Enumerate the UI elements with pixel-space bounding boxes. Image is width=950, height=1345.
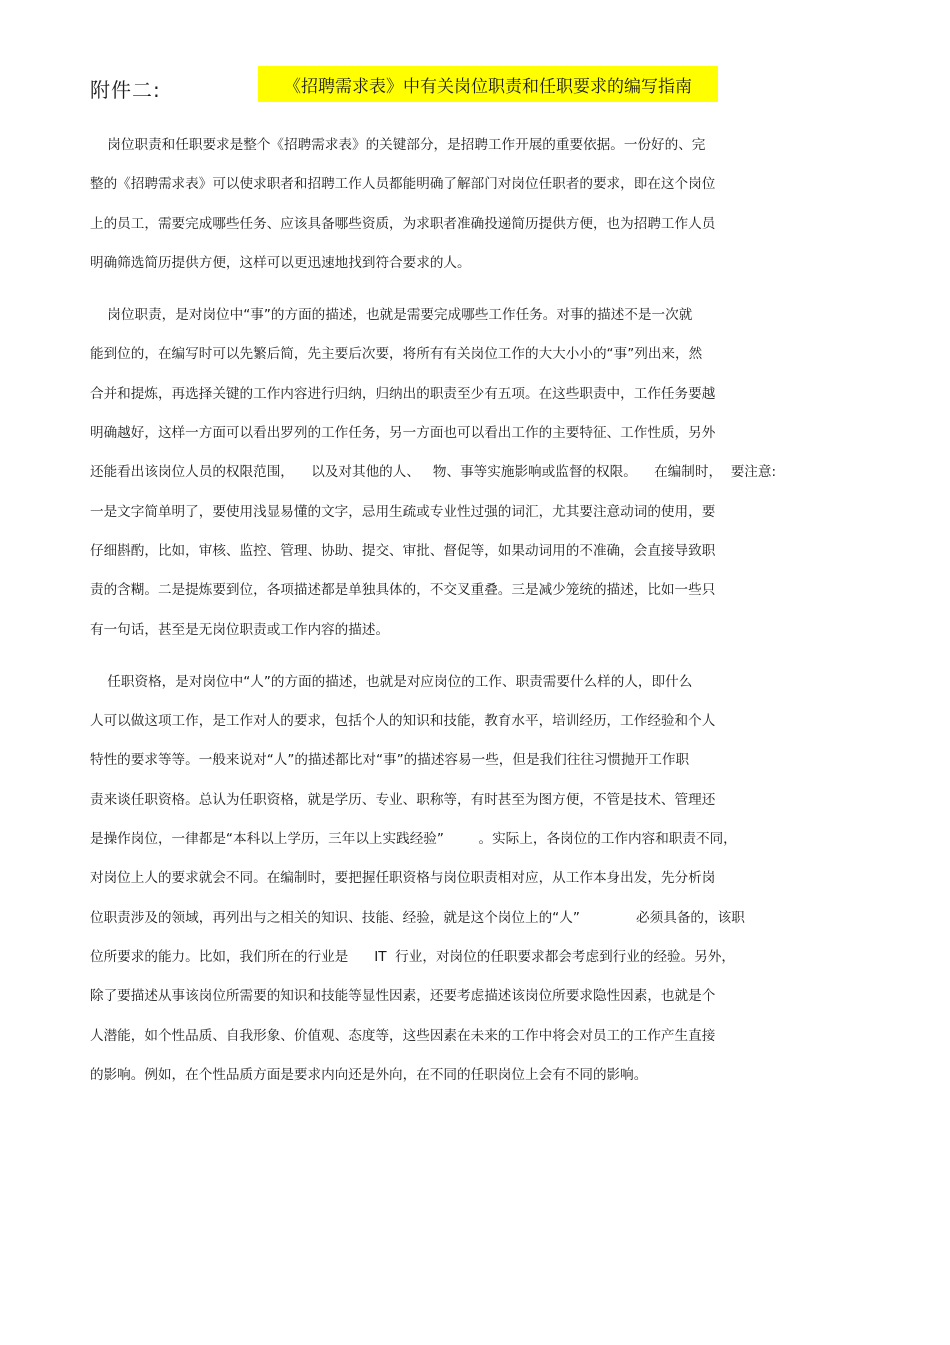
text-line: 除了要描述从事该岗位所需要的知识和技能等显性因素，还要考虑描述该岗位所要求隐性因素，也就是个 xyxy=(90,988,716,1005)
text-line: 责来谈任职资格。总认为任职资格，就是学历、专业、职称等，有时甚至为图方便，不管是技术、管理还 xyxy=(90,791,716,808)
text-line: 的影响。例如，在个性品质方面是要求内向还是外向，在不同的任职岗位上会有不同的影响。 xyxy=(90,1066,648,1083)
text-line: 位所要求的能力。比如，我们所在的行业是 IT 行业，对岗位的任职要求都会考虑到行业的经验。另外， xyxy=(90,948,736,965)
text-line: 还能看出该岗位人员的权限范围， 以及对其他的人、 物、事等实施影响或监督的权限。 在编制时， 要注意: xyxy=(90,464,777,481)
text-line: 责的含糊。二是提炼要到位，各项描述都是单独具体的，不交叉重叠。三是减少笼统的描述，比如一些只 xyxy=(90,582,716,599)
highlighted-title: 《招聘需求表》中有关岗位职责和任职要求的编写指南 xyxy=(258,66,718,102)
text-line: 对岗位上人的要求就会不同。在编制时，要把握任职资格与岗位职责相对应，从工作本身出发，先分析岗 xyxy=(90,870,716,887)
text-line: 仔细斟酌，比如，审核、监控、管理、协助、提交、审批、督促等，如果动词用的不准确，会直接导致职 xyxy=(90,542,716,559)
document-heading xyxy=(90,66,870,104)
text-line: 能到位的，在编写时可以先繁后简，先主要后次要，将所有有关岗位工作的大大小小的“事”列出来，然 xyxy=(90,346,703,363)
paragraph-intro xyxy=(90,126,870,283)
paragraph-job-duties xyxy=(90,296,870,650)
text-line: 明确筛选简历提供方便，这样可以更迅速地找到符合要求的人。 xyxy=(90,254,471,271)
text-line: 合并和提炼，再选择关键的工作内容进行归纳，归纳出的职责至少有五项。在这些职责中，工作任务要越 xyxy=(90,385,716,402)
text-line: 明确越好，这样一方面可以看出罗列的工作任务，另一方面也可以看出工作的主要特征、工作性质，另外 xyxy=(90,425,716,442)
text-line: 任职资格，是对岗位中“人”的方面的描述，也就是对应岗位的工作、职责需要什么样的人，即什么 xyxy=(90,673,693,690)
text-line: 人潜能，如个性品质、自我形象、价值观、态度等，这些因素在未来的工作中将会对员工的工作产生直接 xyxy=(90,1027,716,1044)
text-line: 是操作岗位，一律都是“本科以上学历，三年以上实践经验” 。实际上，各岗位的工作内容和职责不同， xyxy=(90,831,737,848)
text-line: 一是文字简单明了，要使用浅显易懂的文字，忌用生疏或专业性过强的词汇，尤其要注意动词的使用，要 xyxy=(90,503,716,520)
text-line: 位职责涉及的领域，再列出与之相关的知识、技能、经验，就是这个岗位上的“人” 必须具备的，该职 xyxy=(90,909,745,926)
text-line: 岗位职责，是对岗位中“事”的方面的描述，也就是需要完成哪些工作任务。对事的描述不是一次就 xyxy=(90,307,693,324)
text-line: 特性的要求等等。一般来说对“人”的描述都比对“事”的描述容易一些，但是我们往往习惯抛开工作职 xyxy=(90,752,690,769)
text-line: 岗位职责和任职要求是整个《招聘需求表》的关键部分，是招聘工作开展的重要依据。一份好的、完 xyxy=(90,137,706,153)
text-line: 有一句话，甚至是无岗位职责或工作内容的描述。 xyxy=(90,621,390,638)
text-line: 整的《招聘需求表》可以使求职者和招聘工作人员都能明确了解部门对岗位任职者的要求，即在这个岗位 xyxy=(90,176,716,193)
text-line: 人可以做这项工作，是工作对人的要求，包括个人的知识和技能，教育水平，培训经历，工作经验和个人 xyxy=(90,713,716,730)
text-line: 上的员工，需要完成哪些任务、应该具备哪些资质，为求职者准确投递简历提供方便，也为招聘工作人员 xyxy=(90,215,716,232)
attachment-label: 附件二: xyxy=(90,78,161,102)
paragraph-qualifications xyxy=(90,663,870,1095)
document-body xyxy=(90,126,870,1095)
